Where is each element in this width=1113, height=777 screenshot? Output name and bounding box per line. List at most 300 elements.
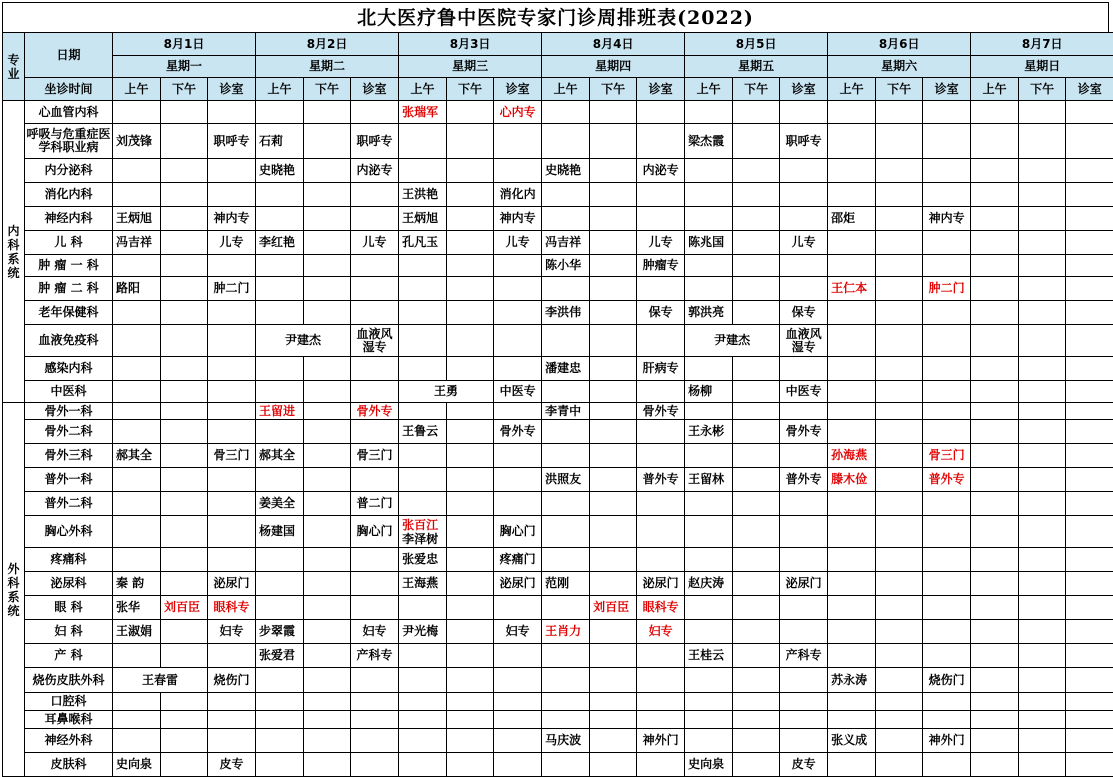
doctor-cell — [542, 516, 590, 548]
doctor-cell — [733, 548, 780, 572]
doctor-cell — [828, 381, 876, 403]
department-name: 产 科 — [25, 644, 113, 668]
room-cell — [494, 277, 542, 301]
doctor-cell — [161, 644, 208, 668]
doctor-cell — [256, 420, 304, 444]
doctor-cell — [447, 444, 494, 468]
doctor-cell: 张爱忠 — [399, 548, 447, 572]
slot-header: 上午 — [542, 78, 590, 101]
doctor-cell — [971, 231, 1019, 255]
doctor-cell — [828, 124, 876, 159]
room-cell: 骨外专 — [351, 403, 399, 420]
doctor-cell — [399, 596, 447, 620]
doctor-cell — [304, 620, 351, 644]
doctor-cell — [161, 444, 208, 468]
doctor-cell — [590, 548, 637, 572]
doctor-cell — [590, 124, 637, 159]
doctor-cell — [256, 753, 304, 777]
room-cell — [923, 516, 971, 548]
day-date: 8月4日 — [542, 33, 685, 56]
slot-header: 诊室 — [494, 78, 542, 101]
doctor-cell: 苏永涛 — [828, 668, 876, 693]
room-cell — [923, 183, 971, 207]
room-cell — [780, 159, 828, 183]
doctor-cell — [304, 183, 351, 207]
slot-header: 上午 — [399, 78, 447, 101]
room-cell: 骨外专 — [494, 420, 542, 444]
doctor-cell — [971, 668, 1019, 693]
room-cell — [637, 183, 685, 207]
doctor-cell — [590, 620, 637, 644]
doctor-cell — [1019, 492, 1066, 516]
room-cell: 神外门 — [637, 729, 685, 753]
room-cell — [923, 492, 971, 516]
doctor-cell — [733, 596, 780, 620]
room-cell: 职呼专 — [208, 124, 256, 159]
room-cell — [780, 668, 828, 693]
room-cell — [923, 620, 971, 644]
department-name: 消化内科 — [25, 183, 113, 207]
doctor-cell: 孙海燕 — [828, 444, 876, 468]
doctor-cell — [304, 468, 351, 492]
doctor-cell — [1019, 231, 1066, 255]
doctor-cell — [256, 255, 304, 277]
room-cell — [780, 516, 828, 548]
room-cell — [780, 207, 828, 231]
doctor-cell — [447, 729, 494, 753]
doctor-cell — [399, 301, 447, 325]
doctor-cell — [399, 516, 447, 548]
doctor-cell — [161, 729, 208, 753]
schedule-row — [3, 357, 1113, 381]
doctor-cell — [542, 124, 590, 159]
doctor-cell: 石莉 — [256, 124, 304, 159]
room-cell — [1066, 729, 1113, 753]
doctor-cell — [733, 301, 780, 325]
doctor-cell — [971, 468, 1019, 492]
room-cell — [1066, 381, 1113, 403]
doctor-cell — [161, 159, 208, 183]
room-cell — [923, 231, 971, 255]
doctor-cell — [447, 468, 494, 492]
slot-header: 下午 — [161, 78, 208, 101]
room-cell — [494, 403, 542, 420]
slot-header: 诊室 — [208, 78, 256, 101]
doctor-cell — [876, 277, 923, 301]
room-cell — [494, 644, 542, 668]
doctor-cell — [971, 183, 1019, 207]
room-cell — [351, 301, 399, 325]
doctor-cell — [113, 548, 161, 572]
doctor-cell: 李洪伟 — [542, 301, 590, 325]
day-date: 8月2日 — [256, 33, 399, 56]
doctor-cell — [876, 620, 923, 644]
room-cell — [208, 403, 256, 420]
room-cell: 骨外专 — [637, 403, 685, 420]
doctor-cell — [304, 729, 351, 753]
doctor-cell — [685, 596, 733, 620]
doctor-cell — [590, 693, 637, 711]
doctor-cell — [304, 207, 351, 231]
doctor-cell — [685, 357, 733, 381]
room-cell — [923, 711, 971, 729]
doctor-cell — [1019, 403, 1066, 420]
room-cell — [637, 548, 685, 572]
room-cell: 普外专 — [780, 468, 828, 492]
specialty-group: 内科系统 — [3, 101, 25, 403]
doctor-cell — [113, 644, 161, 668]
doctor-cell: 孔凡玉 — [399, 231, 447, 255]
doctor-cell — [447, 325, 494, 357]
doctor-cell: 史向泉 — [685, 753, 733, 777]
doctor-cell — [971, 301, 1019, 325]
room-cell — [494, 492, 542, 516]
doctor-cell — [161, 255, 208, 277]
room-cell — [1066, 548, 1113, 572]
doctor-cell: 滕木俭 — [828, 468, 876, 492]
doctor-cell — [971, 277, 1019, 301]
doctor-cell — [971, 207, 1019, 231]
room-cell — [923, 572, 971, 596]
doctor-cell: 冯吉祥 — [542, 231, 590, 255]
doctor-cell — [685, 693, 733, 711]
slot-header: 诊室 — [351, 78, 399, 101]
doctor-cell — [399, 729, 447, 753]
doctor-cell — [828, 753, 876, 777]
doctor-cell — [161, 572, 208, 596]
doctor-cell: 史晓艳 — [542, 159, 590, 183]
doctor-cell — [113, 159, 161, 183]
room-cell — [351, 277, 399, 301]
doctor-cell — [161, 357, 208, 381]
doctor-cell — [399, 357, 447, 381]
doctor-cell — [256, 101, 304, 124]
room-cell — [1066, 124, 1113, 159]
room-cell — [208, 101, 256, 124]
room-cell: 普外专 — [923, 468, 971, 492]
room-cell — [1066, 468, 1113, 492]
doctor-cell: 王永彬 — [685, 420, 733, 444]
room-cell — [923, 357, 971, 381]
doctor-cell — [876, 572, 923, 596]
doctor-cell — [876, 468, 923, 492]
room-cell: 保专 — [637, 301, 685, 325]
room-cell — [1066, 420, 1113, 444]
doctor-cell — [542, 325, 590, 357]
doctor-cell — [828, 231, 876, 255]
room-cell — [923, 596, 971, 620]
session-label: 坐诊时间 — [25, 78, 113, 101]
doctor-cell: 尹建杰 — [256, 325, 351, 357]
department-name: 血液免疫科 — [25, 325, 113, 357]
department-name: 肿 瘤 一 科 — [25, 255, 113, 277]
room-cell — [923, 325, 971, 357]
doctor-cell — [971, 693, 1019, 711]
doctor-cell — [590, 711, 637, 729]
schedule-row — [3, 101, 1113, 124]
doctor-cell — [971, 101, 1019, 124]
doctor-cell — [399, 644, 447, 668]
doctor-cell — [876, 644, 923, 668]
room-cell — [637, 381, 685, 403]
doctor-cell — [542, 668, 590, 693]
schedule-row — [3, 668, 1113, 693]
doctor-cell — [971, 753, 1019, 777]
day-weekday: 星期二 — [256, 56, 399, 78]
room-cell — [1066, 753, 1113, 777]
doctor-cell — [1019, 183, 1066, 207]
room-cell — [637, 516, 685, 548]
doctor-cell — [399, 277, 447, 301]
schedule-row — [3, 693, 1113, 711]
room-cell — [208, 729, 256, 753]
room-cell: 皮专 — [208, 753, 256, 777]
room-cell — [780, 183, 828, 207]
slot-header: 诊室 — [780, 78, 828, 101]
doctor-cell — [113, 183, 161, 207]
doctor-cell — [256, 693, 304, 711]
doctor-cell — [542, 420, 590, 444]
doctor-cell — [828, 159, 876, 183]
doctor-cell — [161, 492, 208, 516]
doctor-cell — [876, 548, 923, 572]
room-cell: 肝病专 — [637, 357, 685, 381]
doctor-cell — [304, 693, 351, 711]
department-name: 感染内科 — [25, 357, 113, 381]
date-label: 日期 — [25, 33, 113, 78]
schedule-row — [3, 207, 1113, 231]
room-cell: 中医专 — [494, 381, 542, 403]
room-cell — [780, 357, 828, 381]
doctor-cell — [161, 468, 208, 492]
schedule-row — [3, 381, 1113, 403]
room-cell — [1066, 668, 1113, 693]
room-cell — [780, 255, 828, 277]
room-cell — [351, 207, 399, 231]
doctor-cell — [590, 325, 637, 357]
doctor-cell — [399, 668, 447, 693]
room-cell — [780, 277, 828, 301]
doctor-cell — [828, 420, 876, 444]
doctor-cell: 刘茂锋 — [113, 124, 161, 159]
department-name: 骨外二科 — [25, 420, 113, 444]
schedule-row — [3, 325, 1113, 357]
doctor-cell — [113, 468, 161, 492]
slot-header: 下午 — [733, 78, 780, 101]
doctor-cell — [1019, 753, 1066, 777]
doctor-cell — [113, 403, 161, 420]
doctor-cell — [1019, 124, 1066, 159]
doctor-cell — [685, 277, 733, 301]
day-weekday: 星期日 — [971, 56, 1113, 78]
doctor-cell: 史向泉 — [113, 753, 161, 777]
slot-header: 诊室 — [923, 78, 971, 101]
doctor-cell: 王炳旭 — [399, 207, 447, 231]
doctor-cell — [590, 516, 637, 548]
doctor-cell — [876, 444, 923, 468]
department-name: 皮肤科 — [25, 753, 113, 777]
room-cell — [208, 516, 256, 548]
room-cell: 普外专 — [637, 468, 685, 492]
doctor-cell — [733, 231, 780, 255]
room-cell — [1066, 693, 1113, 711]
department-name: 神经外科 — [25, 729, 113, 753]
room-cell — [208, 693, 256, 711]
room-cell — [494, 325, 542, 357]
room-cell: 内泌专 — [637, 159, 685, 183]
department-name: 疼痛科 — [25, 548, 113, 572]
slot-header: 上午 — [685, 78, 733, 101]
doctor-cell: 姜美全 — [256, 492, 304, 516]
department-name: 中医科 — [25, 381, 113, 403]
room-cell: 中医专 — [780, 381, 828, 403]
doctor-cell — [304, 668, 351, 693]
room-cell — [780, 101, 828, 124]
doctor-cell — [733, 693, 780, 711]
department-name: 普外二科 — [25, 492, 113, 516]
doctor-cell — [828, 693, 876, 711]
doctor-cell — [590, 572, 637, 596]
room-cell: 保专 — [780, 301, 828, 325]
room-cell — [637, 668, 685, 693]
doctor-cell — [733, 644, 780, 668]
room-cell — [637, 644, 685, 668]
doctor-cell — [1019, 548, 1066, 572]
doctor-cell — [590, 159, 637, 183]
department-name: 烧伤皮肤外科 — [25, 668, 113, 693]
department-name: 口腔科 — [25, 693, 113, 711]
schedule-table — [2, 32, 1113, 777]
doctor-cell — [733, 159, 780, 183]
schedule-row — [3, 159, 1113, 183]
doctor-cell: 王海燕 — [399, 572, 447, 596]
doctor-cell — [876, 301, 923, 325]
doctor-cell — [447, 620, 494, 644]
doctor-cell — [542, 711, 590, 729]
doctor-cell — [161, 183, 208, 207]
doctor-cell — [304, 255, 351, 277]
room-cell — [923, 124, 971, 159]
doctor-cell — [304, 420, 351, 444]
doctor-cell — [113, 693, 161, 711]
room-cell — [1066, 572, 1113, 596]
room-cell: 眼科专 — [637, 596, 685, 620]
doctor-cell: 范刚 — [542, 572, 590, 596]
doctor-cell: 张华 — [113, 596, 161, 620]
doctor-cell — [876, 729, 923, 753]
room-cell: 泌尿门 — [780, 572, 828, 596]
room-cell — [494, 357, 542, 381]
specialty-group: 外科系统 — [3, 403, 25, 777]
doctor-cell: 尹光梅 — [399, 620, 447, 644]
doctor-cell — [113, 255, 161, 277]
room-cell: 泌尿门 — [494, 572, 542, 596]
room-cell — [208, 420, 256, 444]
doctor-cell — [733, 516, 780, 548]
room-cell — [923, 644, 971, 668]
room-cell — [208, 159, 256, 183]
doctor-cell — [1019, 420, 1066, 444]
room-cell: 妇专 — [351, 620, 399, 644]
doctor-cell: 李青中 — [542, 403, 590, 420]
doctor-cell — [876, 381, 923, 403]
doctor-cell — [304, 444, 351, 468]
room-cell — [1066, 492, 1113, 516]
room-cell — [637, 711, 685, 729]
doctor-cell — [161, 753, 208, 777]
doctor-name: 张百江 — [402, 518, 446, 532]
room-cell: 职呼专 — [780, 124, 828, 159]
doctor-cell — [256, 729, 304, 753]
doctor-cell — [590, 183, 637, 207]
doctor-cell — [542, 381, 590, 403]
doctor-cell — [447, 753, 494, 777]
doctor-cell: 杨柳 — [685, 381, 733, 403]
room-cell — [923, 548, 971, 572]
doctor-cell — [256, 277, 304, 301]
room-cell — [923, 420, 971, 444]
department-name: 老年保健科 — [25, 301, 113, 325]
room-cell — [1066, 183, 1113, 207]
room-cell — [1066, 325, 1113, 357]
room-cell — [637, 277, 685, 301]
room-cell — [637, 325, 685, 357]
doctor-cell — [542, 753, 590, 777]
room-cell: 胸心门 — [351, 516, 399, 548]
doctor-cell: 王春雷 — [113, 668, 208, 693]
doctor-cell — [256, 668, 304, 693]
doctor-cell — [161, 207, 208, 231]
doctor-cell — [685, 159, 733, 183]
doctor-cell — [733, 492, 780, 516]
doctor-cell — [876, 403, 923, 420]
doctor-cell — [256, 301, 304, 325]
doctor-cell — [828, 301, 876, 325]
room-cell: 儿专 — [494, 231, 542, 255]
doctor-cell — [1019, 325, 1066, 357]
room-cell — [780, 492, 828, 516]
room-cell: 儿专 — [780, 231, 828, 255]
doctor-cell — [447, 693, 494, 711]
doctor-cell — [590, 301, 637, 325]
day-weekday: 星期三 — [399, 56, 542, 78]
room-cell: 烧伤门 — [208, 668, 256, 693]
room-cell — [780, 596, 828, 620]
doctor-cell — [1019, 357, 1066, 381]
room-cell — [351, 420, 399, 444]
room-cell: 心内专 — [494, 101, 542, 124]
room-cell: 神内专 — [923, 207, 971, 231]
doctor-cell — [685, 255, 733, 277]
doctor-cell — [876, 693, 923, 711]
department-name: 泌尿科 — [25, 572, 113, 596]
doctor-cell — [1019, 620, 1066, 644]
doctor-cell: 王洪艳 — [399, 183, 447, 207]
doctor-cell — [113, 729, 161, 753]
schedule-row — [3, 596, 1113, 620]
room-cell — [1066, 207, 1113, 231]
doctor-cell: 陈兆国 — [685, 231, 733, 255]
doctor-cell — [256, 572, 304, 596]
day-date: 8月6日 — [828, 33, 971, 56]
doctor-cell — [304, 596, 351, 620]
doctor-cell: 王肖力 — [542, 620, 590, 644]
doctor-cell — [876, 357, 923, 381]
room-cell — [351, 572, 399, 596]
doctor-cell — [161, 620, 208, 644]
doctor-cell — [876, 668, 923, 693]
doctor-cell — [876, 124, 923, 159]
